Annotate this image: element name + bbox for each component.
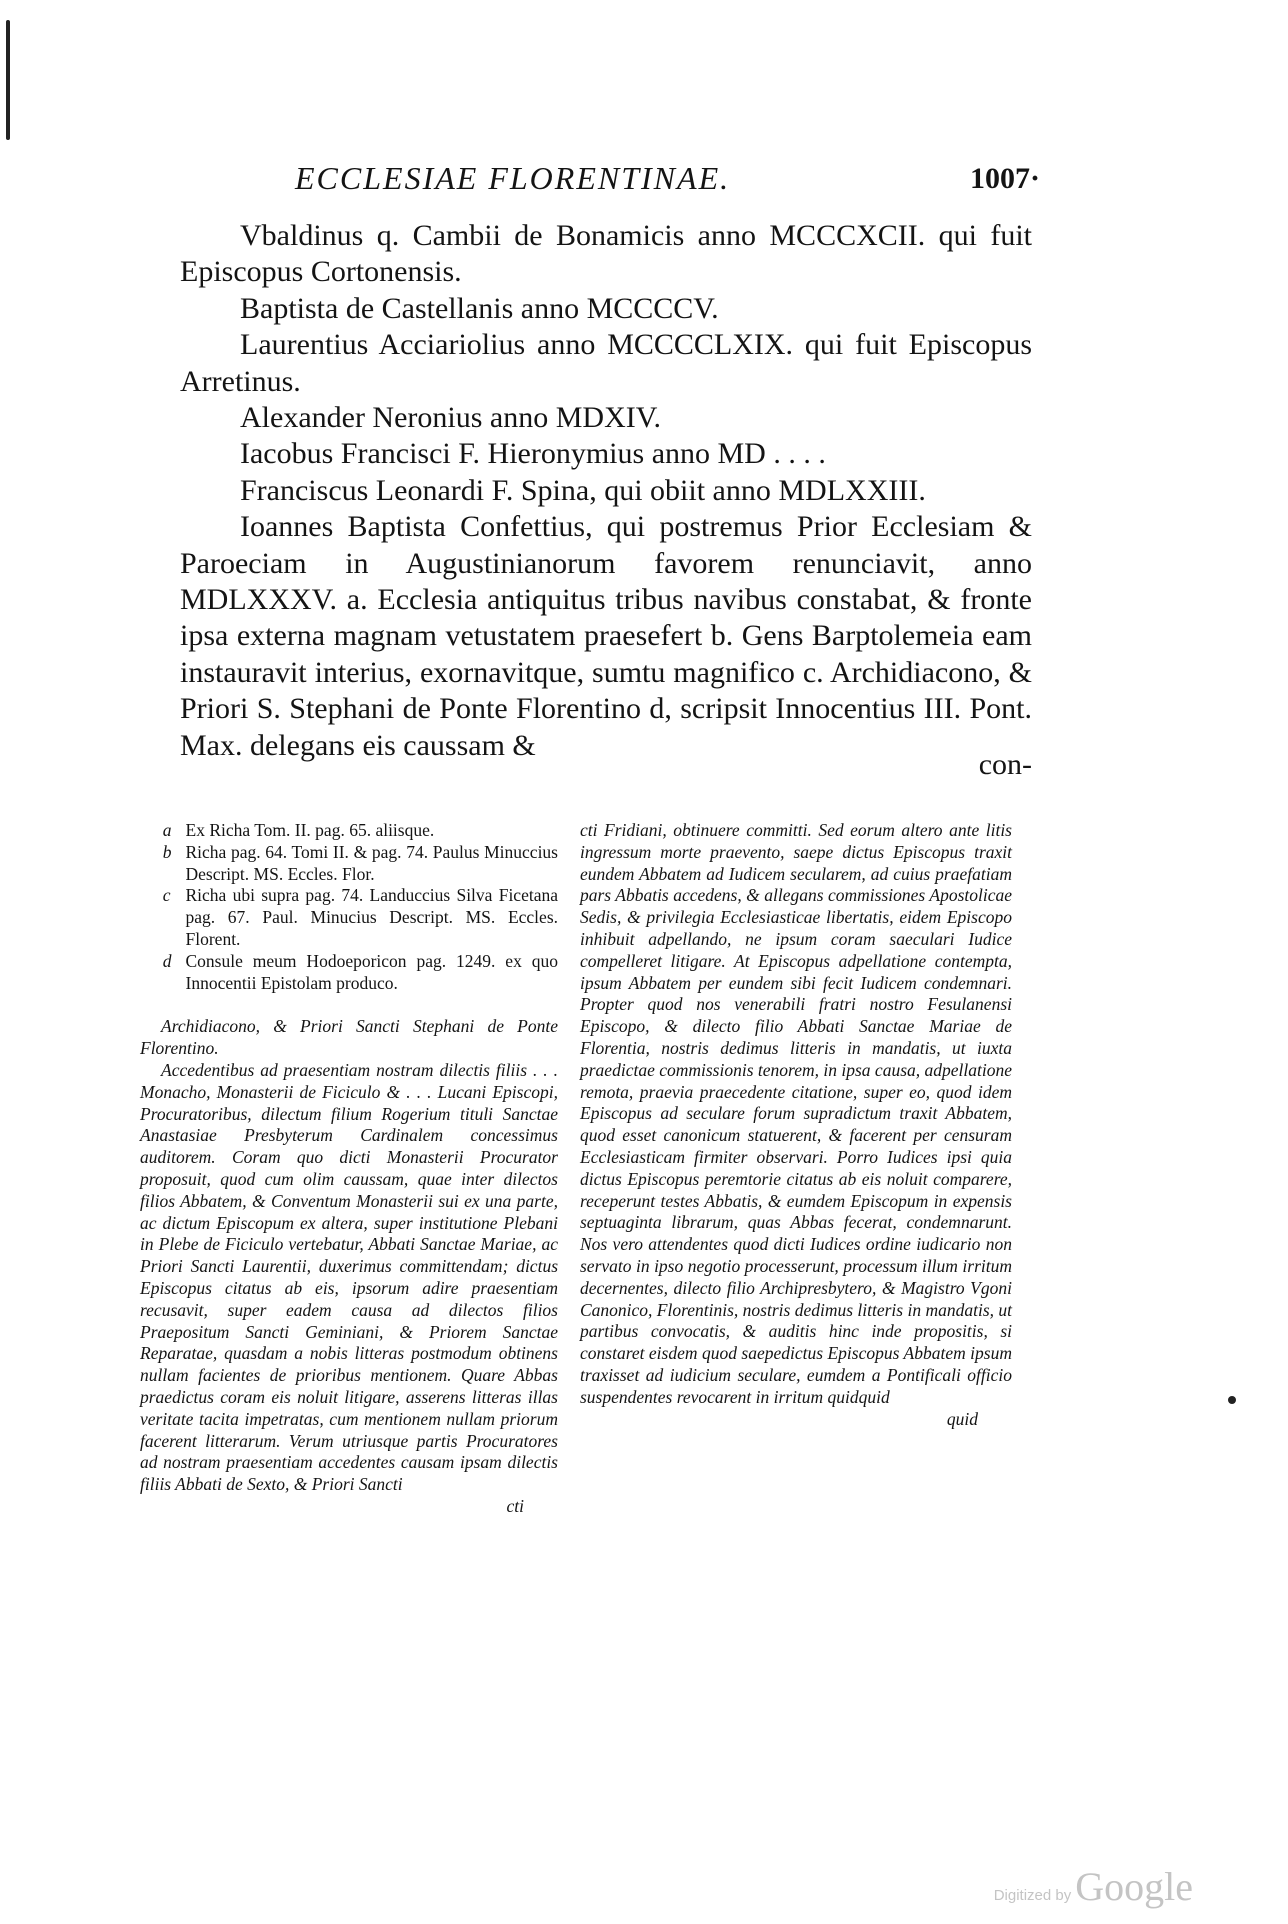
watermark-prefix: Digitized by	[993, 1887, 1072, 1904]
footnote	[140, 820, 558, 842]
left-column	[140, 820, 558, 1518]
google-logo: Google	[1075, 1864, 1193, 1909]
digitized-watermark	[994, 1863, 1193, 1910]
footnote	[140, 842, 558, 886]
letter-body-right: cti Fridiani, obtinuere committi. Sed eorum altero ante litis ingressum morte praevento, saepe dictus Episcopus traxit eundem Abbatem ad Iudicem secularem, ad cuius praefatiam pars Abbatis accedens, & allegans commissiones Apostolicae Sedis, & privilegia Ecclesiasticae libertatis, eidem Episcopo inhibuit adpellando, ne ipsum coram saeculari Iudice compelleret litigare. At Episcopus adpellatione contempta, ipsum Abbatem per eundem sibi fecit Iudicem condemnari. Propter quod nos venerabili fratri nostro Fesulanensi Episcopo, & dilecto filio Abbati Sanctae Mariae de Florentia, nostris dedimus litteris in mandatis, ut iuxta praedictae commissionis tenorem, in ipsa causa, adpellatione remota, praevia praecedente citatione, super eo, quod idem Episcopus ad seculare forum supradictum traxit Abbatem, quod esset canonicum statuerent, & facerent per censuram Ecclesiasticam firmiter observari. Porro Iudices ipsi quia dictus Episcopus peremtorie citatus ab eis noluit comparere, receperunt testes Abbatis, & eumdem Episcopum in expensis septuaginta librarum, quas Abbas fecerat, condemnarunt. Nos vero attendentes quod dicti Iudices ordine iudicario non servato in ipso negotio processerunt, processum illum irritum decernentes, dilecto filio Archipresbytero, & Magistro Vgoni Canonico, Florentinis, nostris dedimus litteris in mandatis, ut partibus convocatis, & auditis hinc inde propositis, si constaret eisdem quod saepedictus Episcopus Abbatem ipsum traxisset ad iudicium seculare, eumdem a Pontificali officio suspendentes revocarent in irritum quidquid	[580, 820, 1013, 1407]
footnote-mark: b	[162, 841, 172, 862]
main-paragraph: Alexander Neronius anno MDXIV.	[240, 401, 662, 435]
footnote-text: Ex Richa Tom. II. pag. 65. aliisque.	[185, 820, 435, 840]
main-catchword: con-	[978, 748, 1032, 781]
main-paragraph: Iacobus Francisci F. Hieronymius anno MD . . . .	[240, 437, 826, 471]
main-paragraph: Baptista de Castellanis anno MCCCCV.	[240, 291, 719, 325]
main-text	[180, 218, 1032, 764]
letter-salutation: Archidiacono, & Priori Sancti Stephani de Ponte Florentino.	[140, 1016, 558, 1059]
running-title: ECCLESIAE FLORENTINAE.	[295, 160, 731, 196]
footnote	[140, 885, 558, 950]
main-paragraph: Franciscus Leonardi F. Spina, qui obiit anno MDLXXIII.	[240, 473, 926, 507]
page-edge-mark	[6, 20, 10, 140]
footnote-mark: c	[162, 885, 171, 906]
ink-dot	[1228, 1396, 1236, 1404]
footnote-text: Richa ubi supra pag. 74. Landuccius Silva Ficetana pag. 67. Paul. Minucius Descript. MS. Eccles. Florent.	[185, 885, 558, 949]
spacer	[140, 994, 558, 1016]
right-catchword: quid	[946, 1408, 978, 1429]
right-column	[580, 820, 1012, 1430]
footnote-mark: a	[162, 820, 172, 840]
main-paragraph: Ioannes Baptista Confettius, qui postremus Prior Ecclesiam & Paroeciam in Augustinianorum favorem renunciavit, anno MDLXXXV. a. Ecclesia antiquitus tribus navibus constabat, & fronte ipsa externa magnam vetustatem praesefert b. Gens Barptolemeia eam instauravit interius, exornavitque, sumtu magnifico c. Archidiacono, & Priori S. Stephani de Ponte Florentino d, scripsit Innocentius III. Pont. Max. delegans eis caussam &	[180, 510, 1032, 762]
main-paragraph: Laurentius Acciariolius anno MCCCCLXIX. qui fuit Episcopus Arretinus.	[180, 328, 1032, 398]
main-paragraph: Vbaldinus q. Cambii de Bonamicis anno MCCCXCII. qui fuit Episcopus Cortonensis.	[180, 219, 1032, 289]
left-catchword: cti	[506, 1495, 524, 1516]
footnote-mark: d	[162, 950, 172, 971]
footnote-text: Consule meum Hodoeporicon pag. 1249. ex quo Innocentii Epistolam produco.	[185, 950, 558, 993]
letter-body-left: Accedentibus ad praesentiam nostram dilectis filiis . . . Monacho, Monasterii de Ficiculo & . . . Lucani Episcopi, Procuratoribus, dilectum filium Rogerium tituli Sanctae Anastasiae Presbyterum Cardinalem concessimus auditorem. Coram quo dicti Monasterii Procurator proposuit, quod cum olim caussam, quae inter dilectos filios Abbatem, & Conventum Monasterii sui ex una parte, ac dictum Episcopum ex altera, super institutione Plebani in Plebe de Ficiculo vertebatur, Abbati Sanctae Mariae, ac Priori Sancti Laurentii, duxerimus committendam; dictus Episcopus citatus ab eis, ipsorum adire praesentiam recusavit, super eadem causa ad dilectos filios Praepositum Sancti Geminiani, & Priorem Sanctae Reparatae, quasdam a nobis litteras postmodum obtinens nullam facientes de prioribus mentionem. Quare Abbas praedictus coram eis noluit litigare, asserens litteras illas veritate tacita impetratas, cum mentionem nullam priorum facerent litterarum. Verum utriusque partis Procuratores ad nostram praesentiam accedentes causam ipsam dilectis filiis Abbati de Sexto, & Priori Sancti	[140, 1059, 558, 1495]
page-header	[170, 160, 1040, 204]
footnote	[140, 951, 558, 995]
footnote-text: Richa pag. 64. Tomi II. & pag. 74. Paulus Minuccius Descript. MS. Eccles. Flor.	[185, 841, 558, 884]
page-number: 1007·	[969, 162, 1040, 195]
